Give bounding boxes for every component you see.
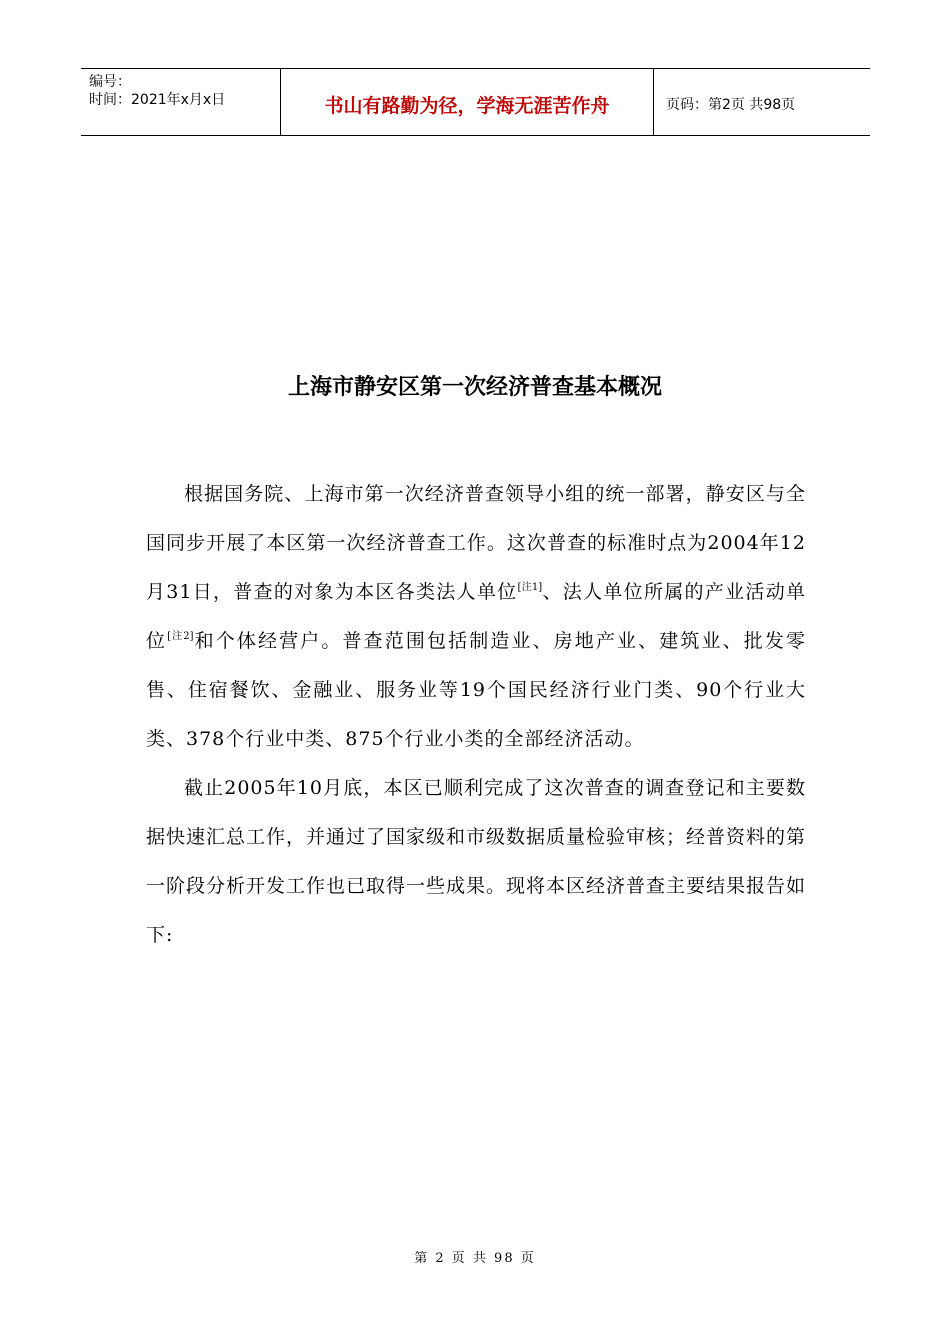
- paragraph-2: 截止2005年10月底，本区已顺利完成了这次普查的调查登记和主要数据快速汇总工作，并通过了国家级和市级数据质量检验审核；经普资料的第一阶段分析开发工作也已取得一些成果。现将本区经济普查主要结果报告如下:: [146, 777, 807, 946]
- paragraph-1-part-2: 、法人单位所属的产业活动单位: [146, 581, 806, 652]
- document-title: 上海市静安区第一次经济普查基本概况: [287, 375, 662, 400]
- page-header: [81, 68, 870, 136]
- paragraph-1-part-1: 根据国务院、上海市第一次经济普查领导小组的统一部署，静安区与全国同步开展了本区第一次经济普查工作。这次普查的标准时点为2004年12月31日，普查的对象为本区各类法人单位: [146, 483, 806, 603]
- serial-label: 编号：: [89, 74, 131, 90]
- header-meta: [81, 69, 281, 135]
- header-motto: 书山有路勤为径，学海无涯苦作舟: [281, 69, 654, 135]
- document-body: [146, 470, 806, 960]
- footnote-ref-2[interactable]: [注2]: [167, 631, 194, 642]
- header-page-info: 页码：第2页 共98页: [666, 97, 796, 113]
- paragraph-1-part-3: 和个体经营户。普查范围包括制造业、房地产业、建筑业、批发零售、住宿餐饮、金融业、服务业等19个国民经济行业门类、90个行业大类、378个行业中类、875个行业小类的全部经济活动。: [146, 630, 806, 750]
- date-label: 时间：2021年x月x日: [89, 92, 226, 108]
- footnote-ref-1[interactable]: [注1]: [517, 582, 543, 593]
- page-footer: 第 2 页 共 98 页: [414, 1251, 536, 1266]
- paragraph-1: [146, 470, 806, 764]
